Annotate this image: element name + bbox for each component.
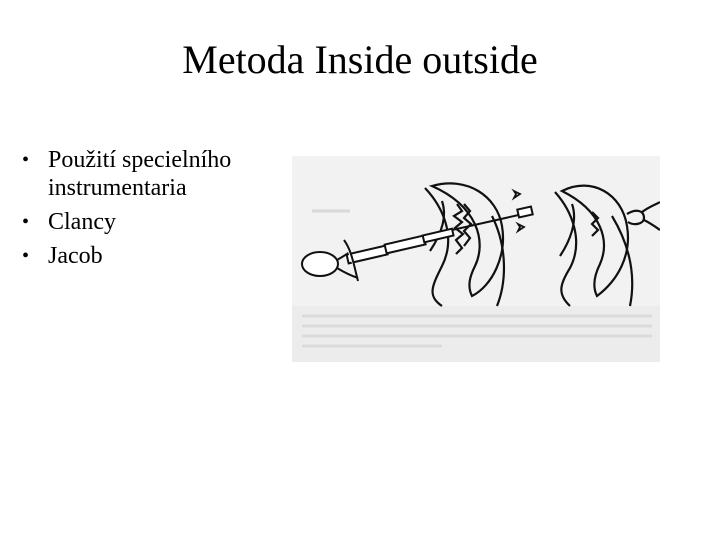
bullet-icon: •: [22, 245, 30, 267]
bullet-item: [22, 242, 292, 270]
bullet-text: Použití specielního instrumentaria: [48, 147, 232, 201]
meniscus-repair-illustration: [292, 156, 660, 362]
bullet-icon: •: [22, 149, 30, 171]
bullet-icon: •: [22, 211, 30, 233]
bullet-text: Jacob: [48, 243, 103, 269]
bullet-text: Clancy: [48, 209, 116, 235]
bullet-list: [22, 146, 292, 276]
slide-title: Metoda Inside outside: [182, 37, 538, 82]
bullet-item: [22, 146, 292, 202]
bullet-item: [22, 208, 292, 236]
